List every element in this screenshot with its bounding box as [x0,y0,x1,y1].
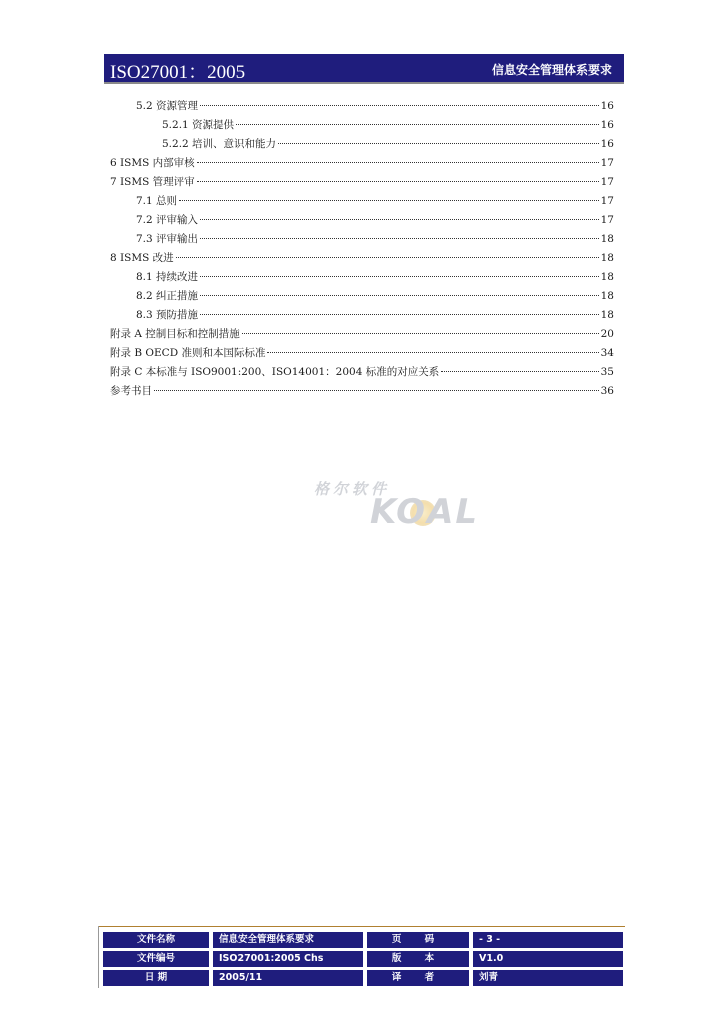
toc-entry[interactable] [110,345,614,363]
toc-leader [242,333,599,334]
footer-value: 信息安全管理体系要求 [213,932,363,948]
toc-leader [441,371,598,372]
document-info-footer [98,926,625,988]
toc-entry-title: 5.2.2 培训、意识和能力 [162,138,277,150]
toc-entry-title: 8.3 预防措施 [136,309,199,321]
toc-entry[interactable] [136,288,614,306]
toc-entry[interactable] [162,117,614,135]
footer-label: 日 期 [103,970,209,986]
header-standard-title: ISO27001：2005 [110,62,246,83]
toc-entry-page: 18 [600,252,614,264]
toc-entry[interactable] [162,136,614,154]
toc-leader [200,295,599,296]
toc-entry-title: 6 ISMS 内部审核 [110,157,195,169]
footer-divider [99,926,625,927]
toc-leader [267,352,598,353]
toc-entry-title: 8.2 纠正措施 [136,290,199,302]
toc-entry-page: 36 [600,385,614,397]
toc-entry[interactable] [136,193,614,211]
toc-leader [154,390,599,391]
toc-entry-page: 18 [600,309,614,321]
toc-entry[interactable] [136,307,614,325]
toc-entry[interactable] [110,383,614,401]
toc-leader [200,314,599,315]
koal-watermark [300,470,520,540]
toc-entry-title: 5.2 资源管理 [136,100,199,112]
toc-leader [179,200,599,201]
toc-entry[interactable] [110,155,614,173]
footer-row [103,932,623,948]
toc-entry-title: 8.1 持续改进 [136,271,199,283]
toc-entry-title: 8 ISMS 改进 [110,252,174,264]
footer-value: - 3 - [473,932,623,948]
toc-entry-title: 参考书目 [110,385,152,397]
toc-entry[interactable] [136,98,614,116]
page-header [104,54,624,84]
footer-label: 译 者 [367,970,469,986]
toc-leader [236,124,599,125]
toc-leader [278,143,599,144]
toc-leader [197,181,599,182]
toc-entry-title: 7.3 评审输出 [136,233,199,245]
toc-entry-page: 17 [600,176,614,188]
toc-leader [200,276,599,277]
toc-entry-page: 17 [600,195,614,207]
toc-leader [200,238,599,239]
toc-entry-page: 17 [600,157,614,169]
toc-leader [176,257,599,258]
toc-entry-page: 18 [600,290,614,302]
toc-entry[interactable] [110,364,614,382]
toc-entry-title: 附录 B OECD 准则和本国际标准 [110,347,266,359]
toc-entry-page: 16 [600,100,614,112]
footer-value: V1.0 [473,951,623,967]
toc-entry[interactable] [110,250,614,268]
toc-entry-page: 20 [600,328,614,340]
header-document-title: 信息安全管理体系要求 [491,63,612,77]
toc-entry-title: 附录 C 本标准与 ISO9001:200、ISO14001：2004 标准的对应关系 [110,366,440,378]
toc-entry-title: 7.2 评审输入 [136,214,199,226]
toc-entry[interactable] [136,269,614,287]
toc-entry-page: 16 [600,138,614,150]
footer-label: 页 码 [367,932,469,948]
footer-value: 2005/11 [213,970,363,986]
toc-entry-page: 18 [600,233,614,245]
toc-leader [200,105,599,106]
toc-entry[interactable] [110,174,614,192]
footer-label: 文件名称 [103,932,209,948]
toc-entry-title: 附录 A 控制目标和控制措施 [110,328,240,340]
toc-leader [200,219,599,220]
toc-entry[interactable] [136,231,614,249]
toc-entry-page: 16 [600,119,614,131]
watermark-logo-text: KOAL [370,492,480,532]
footer-value: 刘青 [473,970,623,986]
toc-entry-title: 7 ISMS 管理评审 [110,176,195,188]
toc-entry[interactable] [110,326,614,344]
toc-leader [197,162,599,163]
toc-entry-title: 5.2.1 资源提供 [162,119,235,131]
footer-label: 版 本 [367,951,469,967]
toc-entry-page: 34 [600,347,614,359]
toc-entry-page: 17 [600,214,614,226]
footer-value: ISO27001:2005 Chs [213,951,363,967]
watermark-chinese-name: 格尔软件 [314,480,391,498]
toc-entry-title: 7.1 总则 [136,195,178,207]
footer-row [103,951,623,967]
footer-row [103,970,623,986]
toc-entry[interactable] [136,212,614,230]
toc-entry-page: 35 [600,366,614,378]
toc-entry-page: 18 [600,271,614,283]
footer-label: 文件编号 [103,951,209,967]
